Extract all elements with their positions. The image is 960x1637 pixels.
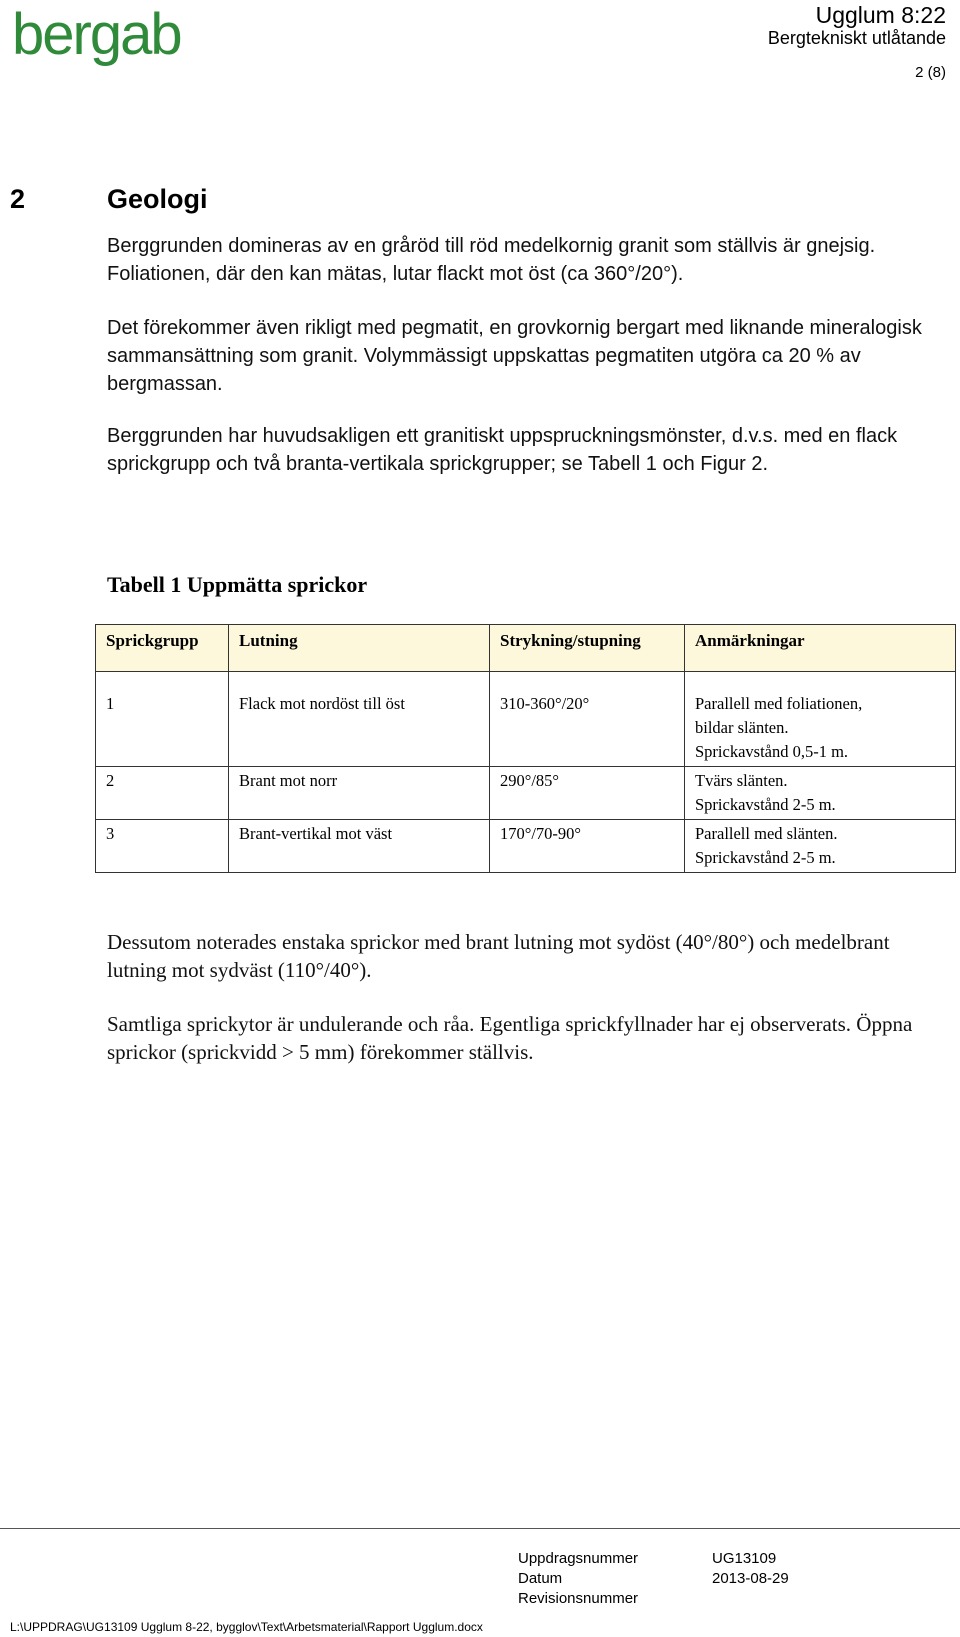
cell-group: 2: [96, 767, 229, 820]
paragraph-bedrock: Berggrunden domineras av en gråröd till röd medelkornig granit som ställvis är gnejsig. Foliationen, där den kan mätas, lutar flackt mot öst (ca 360°/20°).: [107, 235, 876, 285]
paragraph-pegmatite: Det förekommer även rikligt med pegmatit, en grovkornig bergart med liknande mineralogisk sammansättning som granit. Volymmässigt uppskattas pegmatiten utgöra ca 20 % av bergmassan.: [107, 317, 922, 395]
cell-notes: [685, 820, 956, 873]
cell-lutning: Brant mot norr: [229, 767, 490, 820]
section-number: 2: [10, 184, 26, 214]
table-spacer: [96, 672, 956, 691]
cell-lutning: Flack mot nordöst till öst: [229, 690, 490, 767]
note-line: Sprickavstånd 2-5 m.: [695, 795, 836, 814]
footer-label-revision: Revisionsnummer: [518, 1590, 639, 1607]
paragraph-fracture-pattern: Berggrunden har huvudsakligen ett granitiskt uppspruckningsmönster, d.v.s. med en flack sprickgrupp och två branta-vertikala sprickgrupper; se Tabell 1 och Figur 2.: [107, 425, 898, 475]
paragraph-additional-fractures: Dessutom noterades enstaka sprickor med brant lutning mot sydöst (40°/80°) och medelbrant lutning mot sydväst (110°/40°).: [107, 930, 890, 982]
header-strykning: Strykning/stupning: [490, 625, 685, 672]
note-line: Sprickavstånd 2-5 m.: [695, 848, 836, 867]
footer-file-path: L:\UPPDRAG\UG13109 Ugglum 8-22, bygglov\Text\Arbetsmaterial\Rapport Ugglum.docx: [10, 1620, 483, 1634]
page-number: 2 (8): [915, 64, 946, 81]
header-anmarkningar: Anmärkningar: [685, 625, 956, 672]
footer-value-assignment: UG13109: [712, 1550, 777, 1567]
cell-group: 1: [96, 690, 229, 767]
table-row: [96, 820, 956, 873]
cell-notes: [685, 690, 956, 767]
note-line: Tvärs slänten.: [695, 771, 788, 790]
footer-divider: [0, 1528, 960, 1529]
cell-strykning: 310-360°/20°: [490, 690, 685, 767]
bergab-logo: bergab: [12, 2, 181, 67]
section-title: Geologi: [107, 184, 208, 214]
footer-value-date: 2013-08-29: [712, 1570, 789, 1587]
cell-strykning: 290°/85°: [490, 767, 685, 820]
cell-group: 3: [96, 820, 229, 873]
footer-label-assignment: Uppdragsnummer: [518, 1550, 639, 1567]
fracture-table: [95, 624, 956, 873]
cell-notes: [685, 767, 956, 820]
document-subtitle: Bergtekniskt utlåtande: [767, 28, 946, 48]
paragraph-fracture-surfaces: Samtliga sprickytor är undulerande och råa. Egentliga sprickfyllnader har ej observerats. Öppna sprickor (sprickvidd > 5 mm) förekommer ställvis.: [107, 1012, 913, 1064]
cell-lutning: Brant-vertikal mot väst: [229, 820, 490, 873]
table-header-row: [96, 625, 956, 672]
note-line: bildar slänten.: [695, 718, 789, 737]
table-row: [96, 767, 956, 820]
document-title: Ugglum 8:22: [815, 2, 946, 28]
table-row: [96, 690, 956, 767]
note-line: Parallell med foliationen,: [695, 694, 863, 713]
header-sprickgrupp: Sprickgrupp: [96, 625, 229, 672]
note-line: Sprickavstånd 0,5-1 m.: [695, 742, 849, 761]
note-line: Parallell med slänten.: [695, 824, 838, 843]
table-caption: Tabell 1 Uppmätta sprickor: [107, 572, 368, 597]
header-lutning: Lutning: [229, 625, 490, 672]
cell-strykning: 170°/70-90°: [490, 820, 685, 873]
footer-label-date: Datum: [518, 1570, 563, 1587]
